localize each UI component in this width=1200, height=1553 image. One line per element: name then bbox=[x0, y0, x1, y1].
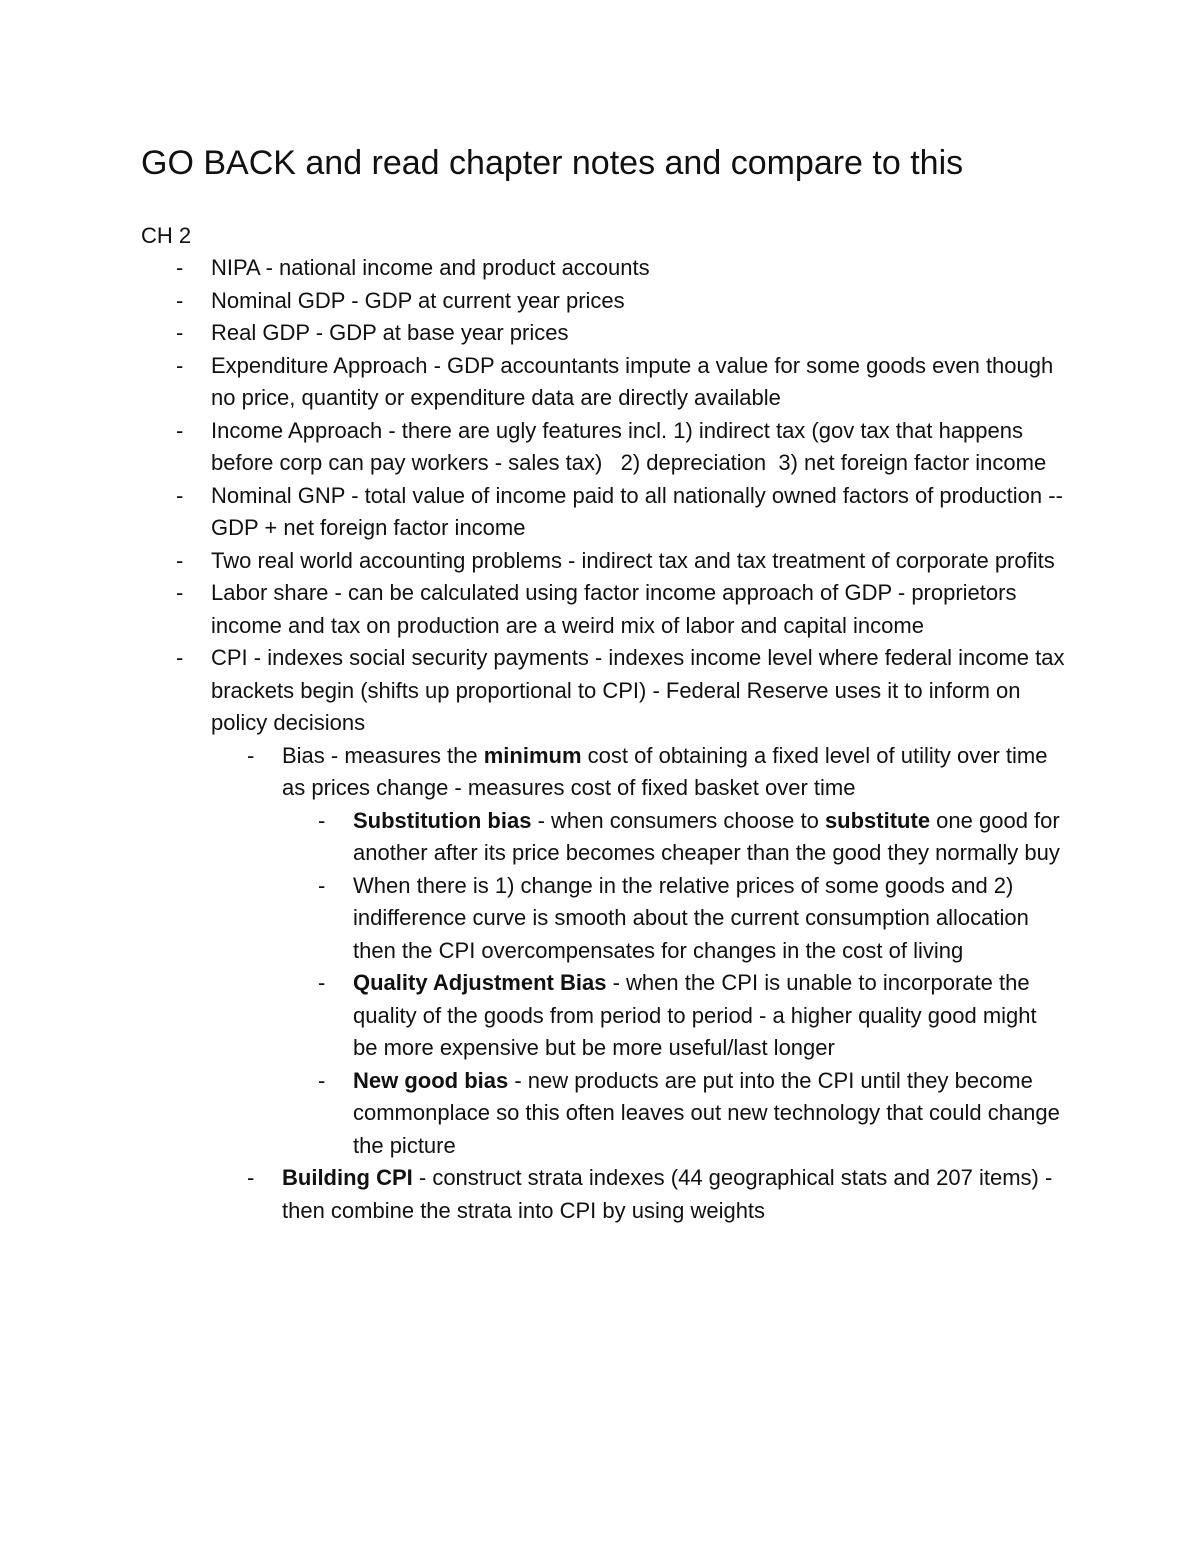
item-text: CPI - indexes social security payments - indexes income level where federal income tax brackets begin (shifts up proportional to CPI) - Federal Reserve uses it to inform on policy decisions bbox=[211, 645, 1065, 735]
bullet-dash: - bbox=[176, 580, 184, 605]
list-item-nipa bbox=[0, 252, 1071, 285]
item-text: Two real world accounting problems - indirect tax and tax treatment of corporate profits bbox=[211, 547, 1055, 573]
list-item-accounting-problems bbox=[0, 545, 1071, 578]
bullet-dash: - bbox=[176, 482, 184, 508]
item-text: Nominal GNP - total value of income paid to all nationally owned factors of production -- GDP + net foreign factor income bbox=[211, 482, 1063, 540]
bullet-dash: - bbox=[247, 742, 255, 768]
bullet-dash: - bbox=[318, 807, 326, 833]
bullet-dash: - bbox=[176, 320, 184, 345]
list-item-real-gdp bbox=[0, 317, 1071, 350]
list-item-building-cpi bbox=[0, 1162, 1062, 1227]
item-text: Labor share - can be calculated using factor income approach of GDP - proprietors income and tax on production are a weird mix of labor and capital income bbox=[211, 580, 1017, 638]
item-text: Bias - measures the bbox=[282, 742, 484, 768]
item-text: NIPA - national income and product accounts bbox=[211, 255, 650, 280]
list-item-labor-share bbox=[0, 577, 1071, 642]
bullet-dash: - bbox=[176, 352, 184, 378]
bullet-dash: - bbox=[176, 547, 184, 573]
bold-term: minimum bbox=[483, 742, 582, 768]
item-text: When there is 1) change in the relative prices of some goods and 2) indifference curve is smooth about the current consumption allocation then the CPI overcompensates for changes in the cost of living bbox=[353, 872, 1029, 963]
list-item-cpi bbox=[0, 642, 1071, 740]
item-text: - construct strata indexes (44 geographical stats and 207 items) - then combine the strata into CPI by using weights bbox=[282, 1165, 1053, 1223]
list-item-bias bbox=[0, 740, 1062, 805]
item-text: Nominal GDP - GDP at current year prices bbox=[211, 287, 625, 313]
item-text: - when the CPI is unable to incorporate the quality of the goods from period to period - a higher quality good might be more expensive but be more useful/last longer bbox=[353, 970, 1037, 1060]
bullet-dash: - bbox=[176, 645, 184, 670]
chapter-heading: CH 2 bbox=[141, 223, 192, 248]
bullet-dash: - bbox=[318, 872, 326, 898]
list-item-expenditure-approach bbox=[0, 350, 1071, 415]
item-text: cost of obtaining a fixed level of utility over time as prices change - measures cost of fixed basket over time bbox=[282, 742, 1048, 800]
item-text: Income Approach - there are ugly features incl. 1) indirect tax (gov tax that happens before corp can pay workers - sales tax) 2) depreciation 3) net foreign factor income bbox=[211, 417, 1047, 475]
list-item-income-approach bbox=[0, 415, 1071, 480]
item-text: Expenditure Approach - GDP accountants impute a value for some goods even though no price, quantity or expenditure data are directly available bbox=[211, 352, 1054, 410]
bold-term: New good bias bbox=[353, 1067, 509, 1093]
bold-term: Substitution bias bbox=[353, 807, 532, 833]
page-title: GO BACK and read chapter notes and compare to this bbox=[141, 144, 964, 182]
item-text: one good for another after its price becomes cheaper than the good they normally buy bbox=[353, 807, 1060, 865]
bullet-dash: - bbox=[318, 970, 326, 995]
list-item-new-good-bias bbox=[0, 1065, 1063, 1163]
list-item-quality-bias bbox=[0, 967, 1063, 1065]
bullet-dash: - bbox=[176, 255, 184, 280]
bold-term: substitute bbox=[824, 807, 931, 833]
bullet-dash: - bbox=[176, 417, 184, 443]
list-item-nominal-gdp bbox=[0, 285, 1071, 318]
bold-term: Quality Adjustment Bias bbox=[353, 970, 607, 995]
list-item-substitution-bias bbox=[0, 805, 1063, 870]
item-text: - new products are put into the CPI until they become commonplace so this often leaves out new technology that could change the picture bbox=[353, 1067, 1060, 1158]
bullet-dash: - bbox=[176, 287, 184, 313]
item-text: - when consumers choose to bbox=[531, 807, 825, 833]
list-item-relative-prices bbox=[0, 870, 1063, 968]
item-text: Real GDP - GDP at base year prices bbox=[211, 320, 569, 345]
bullet-dash: - bbox=[318, 1067, 326, 1093]
notes-list bbox=[0, 252, 1200, 1227]
bullet-dash: - bbox=[247, 1165, 255, 1190]
bold-term: Building CPI bbox=[282, 1165, 413, 1190]
list-item-nominal-gnp bbox=[0, 480, 1071, 545]
